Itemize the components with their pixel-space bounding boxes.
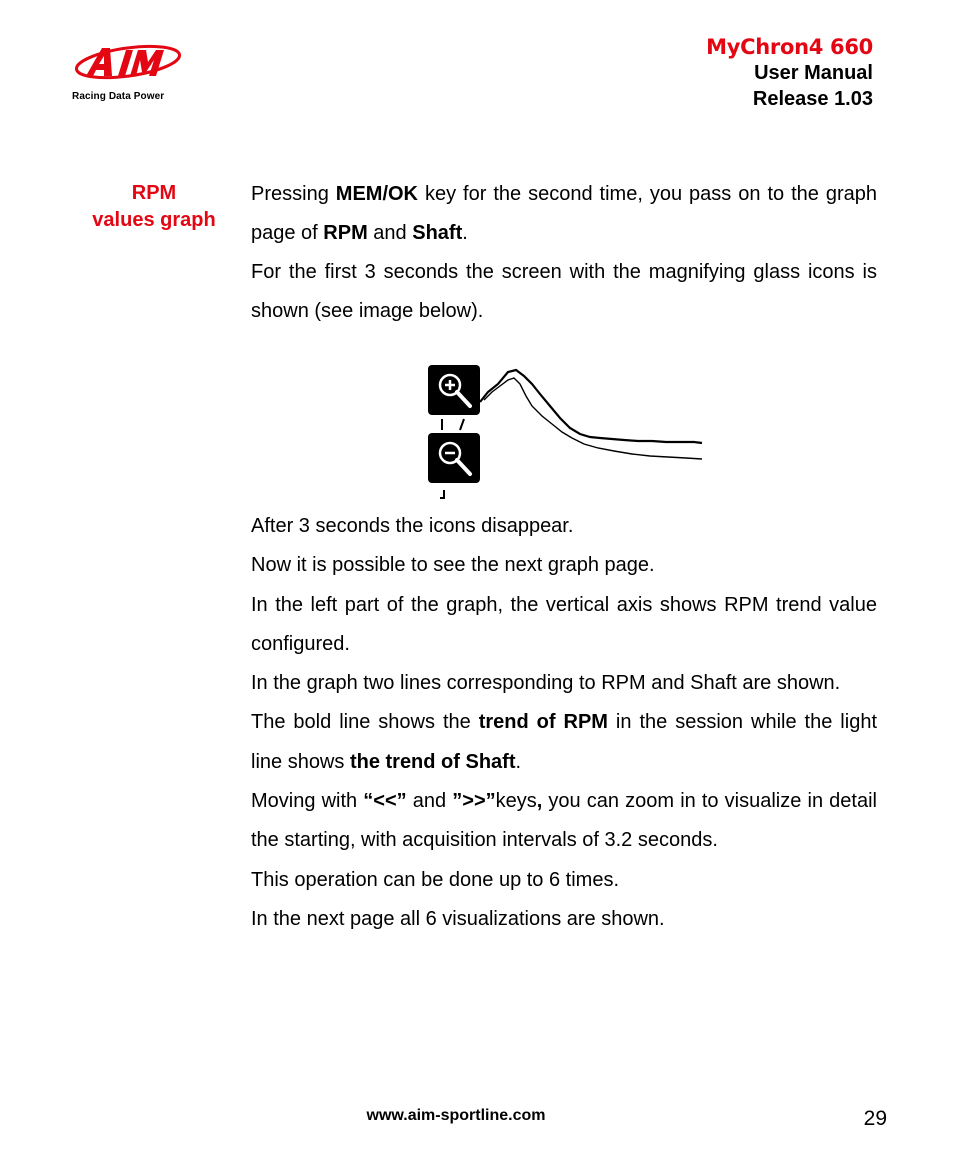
paragraph-8: Moving with “<<” and ”>>”keys, you can zoom in to visualize in detail the starting, with acquisition intervals of 3.2 seconds.	[251, 790, 877, 852]
section-heading-line2: values graph	[92, 209, 216, 231]
rpm-trend-line	[480, 370, 702, 443]
paragraph-7: The bold line shows the trend of RPM in the session while the light line shows the trend of Shaft.	[251, 711, 877, 773]
product-name: MyChron4 660	[706, 35, 873, 59]
manual-title: User Manual	[754, 62, 873, 84]
logo-tagline: Racing Data Power	[72, 91, 165, 102]
paragraph-10: In the next page all 6 visualizations are shown.	[251, 907, 665, 930]
section-heading-line1: RPM	[131, 182, 177, 204]
paragraph-1: Pressing MEM/OK key for the second time, you pass on to the graph page of RPM and Shaft.	[251, 183, 878, 244]
paragraph-2: For the first 3 seconds the screen with the magnifying glass icons is shown (see image below).	[251, 261, 877, 322]
release-label: Release 1.03	[752, 88, 873, 110]
paragraph-5: In the left part of the graph, the vertical axis shows RPM trend value configured.	[251, 593, 877, 655]
footer-website: www.aim-sportline.com	[366, 1107, 546, 1124]
document-header	[706, 34, 873, 112]
page-number: 29	[863, 1107, 887, 1130]
body-text-top	[251, 175, 877, 331]
paragraph-3: After 3 seconds the icons disappear.	[251, 515, 574, 537]
paragraph-4: Now it is possible to see the next graph page.	[251, 554, 655, 577]
paragraph-6: In the graph two lines corresponding to RPM and Shaft are shown.	[251, 672, 841, 695]
paragraph-9: This operation can be done up to 6 times.	[251, 868, 620, 891]
graph-screen-figure	[428, 362, 704, 502]
shaft-trend-line	[484, 378, 702, 459]
body-text-bottom	[251, 507, 877, 939]
zoom-out-icon	[428, 433, 480, 483]
zoom-in-icon	[428, 365, 480, 415]
section-heading	[70, 180, 238, 234]
